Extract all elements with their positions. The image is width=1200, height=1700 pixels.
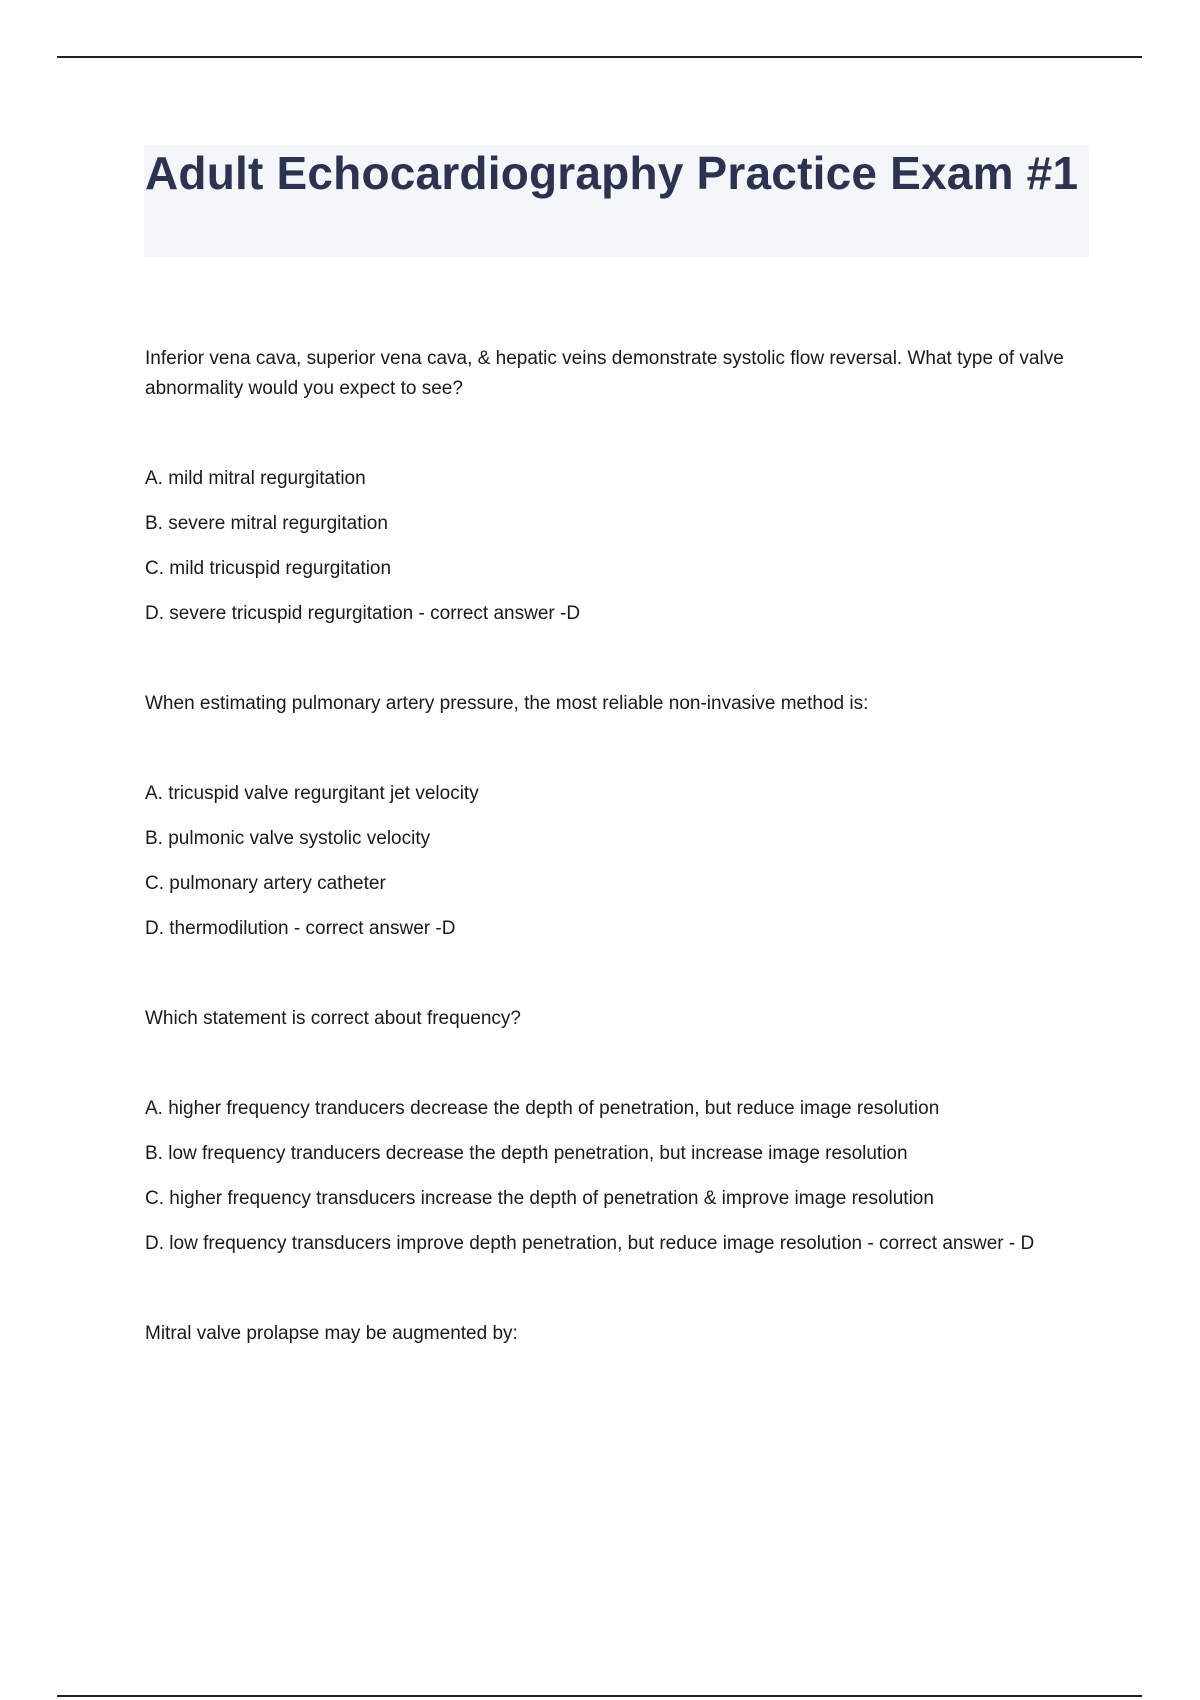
answer-option-d: D. severe tricuspid regurgitation - correct answer -D [145, 603, 581, 624]
question-block-1 [145, 344, 1090, 629]
answer-option-a: A. mild mitral regurgitation [145, 468, 366, 489]
page-top-rule [57, 56, 1142, 58]
page-title: Adult Echocardiography Practice Exam #1 [145, 147, 1079, 199]
answer-option-b: B. pulmonic valve systolic velocity [145, 828, 431, 849]
answer-option-c: C. higher frequency transducers increase the depth of penetration & improve image resolution [145, 1188, 934, 1209]
answer-options [145, 1094, 1090, 1259]
page-bottom-rule [57, 1695, 1142, 1697]
question-block-3 [145, 1004, 1090, 1259]
answer-option-c: C. mild tricuspid regurgitation [145, 558, 392, 579]
answer-option-b: B. low frequency tranducers decrease the depth penetration, but increase image resolution [145, 1143, 908, 1164]
question-text: Inferior vena cava, superior vena cava, & hepatic veins demonstrate systolic flow reversal. What type of valve abnormality would you expect to see? [145, 348, 1064, 399]
answer-option-a: A. higher frequency tranducers decrease the depth of penetration, but reduce image resolution [145, 1098, 940, 1119]
answer-option-b: B. severe mitral regurgitation [145, 513, 388, 534]
answer-option-a: A. tricuspid valve regurgitant jet velocity [145, 783, 479, 804]
question-text: Which statement is correct about frequency? [145, 1008, 521, 1029]
question-block-2 [145, 689, 1090, 944]
answer-option-c: C. pulmonary artery catheter [145, 873, 386, 894]
question-text: Mitral valve prolapse may be augmented by: [145, 1323, 518, 1344]
answer-options [145, 464, 1090, 629]
question-text: When estimating pulmonary artery pressure, the most reliable non-invasive method is: [145, 693, 869, 714]
answer-options [145, 779, 1090, 944]
question-block-4 [145, 1319, 1090, 1349]
answer-option-d: D. thermodilution - correct answer -D [145, 918, 456, 939]
title-banner [144, 145, 1089, 257]
document-body [145, 344, 1090, 1409]
answer-option-d: D. low frequency transducers improve depth penetration, but reduce image resolution - correct answer - D [145, 1233, 1035, 1254]
